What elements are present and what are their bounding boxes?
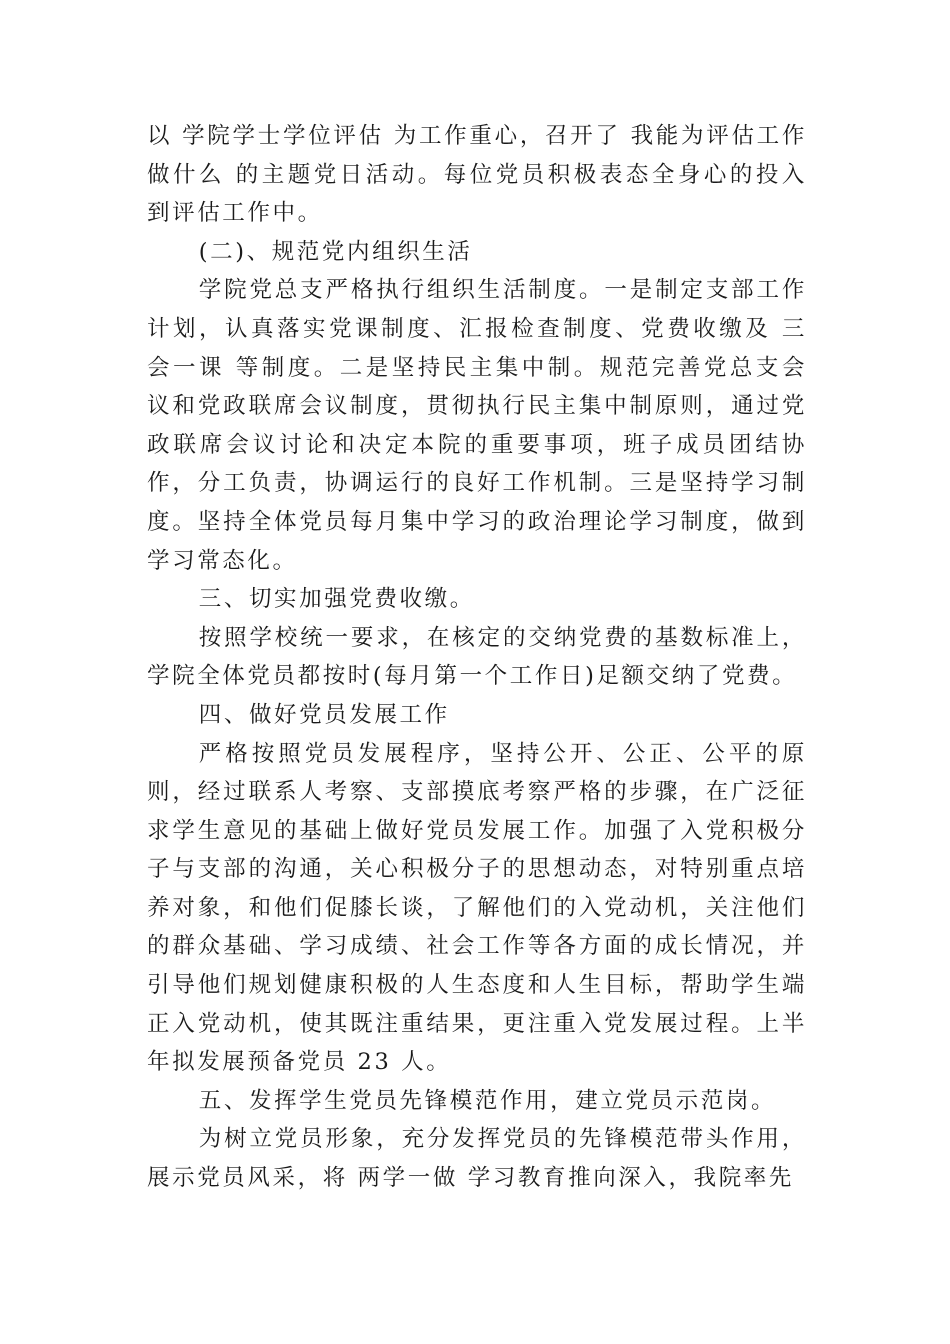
section-heading-4: 三、切实加强党费收缴。 xyxy=(198,586,475,613)
paragraph-1: 以 学院学士学位评估 为工作重心，召开了 我能为评估工作做什么 的主题党日活动。每位党员积极表态全身心的投入到评估工作中。 xyxy=(147,123,807,227)
section-heading-8: 五、发挥学生党员先锋模范作用，建立党员示范岗。 xyxy=(198,1087,777,1114)
paragraph-7: 严格按照党员发展程序，坚持公开、公正、公平的原则，经过联系人考察、支部摸底考察严格的步骤，在广泛征求学生意见的基础上做好党员发展工作。加强了入党积极分子与支部的沟通，关心积极分子的思想动态，对特别重点培养对象，和他们促膝长谈，了解他们的入党动机，关注他们的群众基础、学习成绩、社会工作等各方面的成长情况，并引导他们规划健康积极的人生态度和人生目标，帮助学生端正入党动机，使其既注重结果，更注重入党发展过程。上半年拟发展预备党员 23 人。 xyxy=(147,740,807,1076)
paragraph-3: 学院党总支严格执行组织生活制度。一是制定支部工作计划，认真落实党课制度、汇报检查制度、党费收缴及 三会一课 等制度。二是坚持民主集中制。规范完善党总支会议和党政联席会议制度，贯彻执行民主集中制原则，通过党政联席会议讨论和决定本院的重要事项，班子成员团结协作，分工负责，协调运行的良好工作机制。三是坚持学习制度。坚持全体党员每月集中学习的政治理论学习制度，做到学习常态化。 xyxy=(147,277,807,574)
paragraph-5: 按照学校统一要求，在核定的交纳党费的基数标准上，学院全体党员都按时(每月第一个工作日)足额交纳了党费。 xyxy=(147,624,807,690)
section-heading-2: (二)、规范党内组织生活 xyxy=(198,238,473,265)
section-heading-6: 四、做好党员发展工作 xyxy=(198,701,450,728)
paragraph-9: 为树立党员形象，充分发挥党员的先锋模范带头作用，展示党员风采，将 两学一做 学习教育推向深入，我院率先 xyxy=(147,1126,807,1192)
document-body xyxy=(147,117,807,1198)
